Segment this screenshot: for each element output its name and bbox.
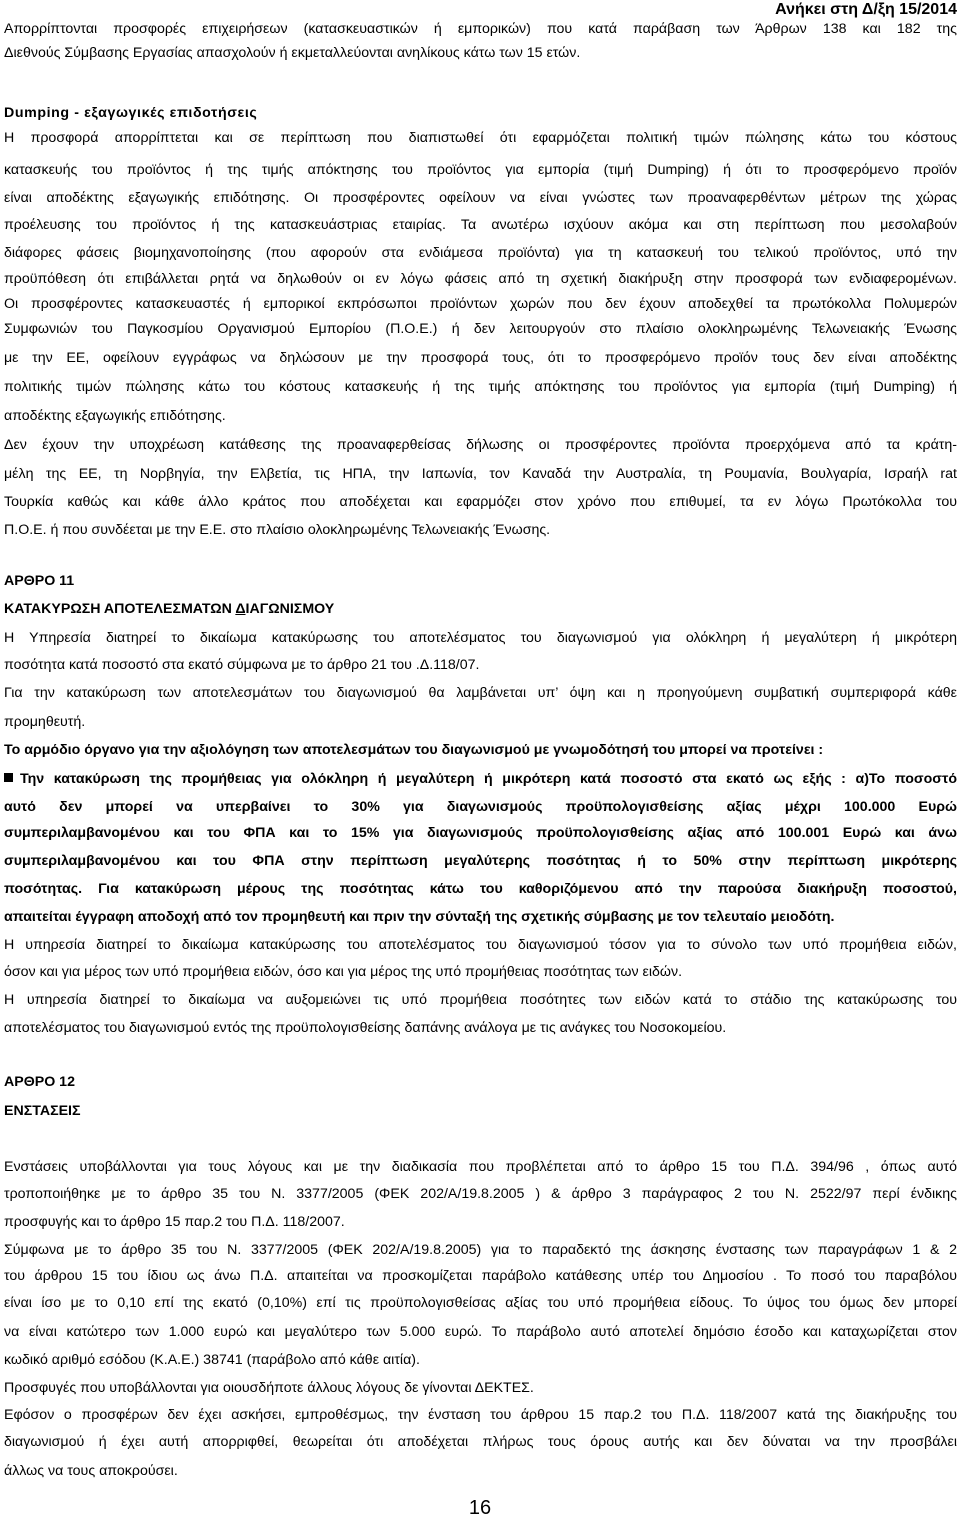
dumping-title: Dumping - εξαγωγικές επιδοτήσεις xyxy=(4,105,258,121)
article-11-line: αποτελέσματος του διαγωνισμού εντός της προϋπολογισθείσης δαπάνης ανάλογα με τις ανάγκες του Νοσοκομείου. xyxy=(4,1020,727,1036)
article-12-title: ΕΝΣΤΑΣΕΙΣ xyxy=(4,1103,81,1119)
dumping-line: Τουρκία καθώς και κάθε άλλο κράτος που αποδέχεται και εφαρμόζει στον χρόνο που επιθυμεί, τα εν λόγω Πρωτόκολλα του xyxy=(4,494,957,510)
article-11-bullet-line: Την κατακύρωση της προμήθειας για ολόκληρη ή μεγαλύτερη ή μικρότερη κατά ποσοστό στα εκατό ως εξής : α)Το ποσοστό xyxy=(4,771,957,788)
article-12-line: κωδικό αριθμό εσόδου (Κ.Α.Ε.) 38741 (παράβολο από κάθε αιτία). xyxy=(4,1352,420,1368)
dumping-line: διάφορες φάσεις βιομηχανοποίησης (που αφορούν στα ενδιάμεσα προϊόντα) για τη κατασκευή του τελικού προϊόντος, υπό την xyxy=(4,245,957,261)
article-11-line: Η υπηρεσία διατηρεί το δικαίωμα να αυξομειώνει τις υπό προμήθεια ποσότητες των ειδών κατά το στάδιο της κατακύρωσης του xyxy=(4,992,957,1008)
article-12-line: είναι ίσο με το 0,10 επί της εκατό (0,10%) επί τις προϋπολογισθείσας αξίας του υπό προμήθεια είδους. Το ύψος του όμως δεν μπορεί xyxy=(4,1295,957,1311)
article-11-line: Η υπηρεσία διατηρεί το δικαίωμα κατακύρωσης του αποτελέσματος του διαγωνισμού τόσον για το σύνολο των υπό προμήθεια ειδών, xyxy=(4,937,957,953)
dumping-line: προϋπόθεση ότι επιβάλλεται ρητά να δηλωθούν οι εν λόγω φάσεις από τη σχετική διακήρυξη στην προσφορά των ενδιαφερομένων. xyxy=(4,271,957,287)
article-11-line: συμπεριλαμβανομένου και του ΦΠΑ και το 15% για διαγωνισμούς προϋπολογισθείσης αξίας από 100.001 Ευρώ και άνω xyxy=(4,825,957,841)
article-11-line: απαιτείται έγγραφη αποδοχή από τον προμηθευτή και πριν την σύνταξή της σχετικής σύμβασης με τον τελευταίο μειοδότη. xyxy=(4,909,835,925)
article-12-line: Προσφυγές που υποβάλλονται για οιουσδήποτε άλλους λόγους δε γίνονται ΔΕΚΤΕΣ. xyxy=(4,1380,534,1396)
dumping-line: Η προσφορά απορρίπτεται και σε περίπτωση που διαπιστωθεί ότι εφαρμόζεται πολιτική τιμών πώλησης κάτω του κόστους xyxy=(4,130,957,146)
article-11-line: Το αρμόδιο όργανο για την αξιολόγηση των αποτελεσμάτων του διαγωνισμού με γνωμοδότησή του μπορεί να προτείνει : xyxy=(4,742,824,758)
document-header: Ανήκει στη Δ/ξη 15/2014 xyxy=(775,1,957,18)
article-12-line: Εφόσον ο προσφέρων δεν έχει ασκήσει, εμπροθέσμως, την ένσταση του άρθρου 15 παρ.2 του Π.Δ. 118/2007 κατά της διακήρυξης του xyxy=(4,1407,957,1423)
intro-line: Απορρίπτονται προσφορές επιχειρήσεων (κατασκευαστικών ή εμπορικών) που κατά παράβαση των Άρθρων 138 και 182 της xyxy=(4,21,957,37)
intro-line: Διεθνούς Σύμβασης Εργασίας απασχολούν ή εκμεταλλεύονται ανηλίκους κάτω των 15 ετών. xyxy=(4,45,581,61)
dumping-line: Π.Ο.Ε. ή που συνδέεται με την Ε.Ε. στο πλαίσιο ολοκληρωμένης Τελωνειακής Ένωσης. xyxy=(4,522,551,538)
article-12-line: προσφυγής και το άρθρο 15 παρ.2 του Π.Δ. 118/2007. xyxy=(4,1214,345,1230)
dumping-line: με την ΕΕ, οφείλουν εγγράφως να δηλώσουν με την προσφορά τους, ότι το προσφερόμενο προϊόν τους δεν είναι αποδέκτης xyxy=(4,350,957,366)
article-11-line: συμπεριλαμβανομένου και του ΦΠΑ στην περίπτωση μεγαλύτερης ποσότητας ή το 50% στην περίπτωση μικρότερης xyxy=(4,853,957,869)
article-12-line: να είναι κατώτερο των 1.000 ευρώ και μεγαλύτερο των 5.000 ευρώ. Το παράβολο αυτό αποτελεί δημόσιο έσοδο και καταχωρίζεται στον xyxy=(4,1324,957,1340)
dumping-line: μέλη της ΕΕ, τη Νορβηγία, την Ελβετία, τις ΗΠΑ, την Ιαπωνία, τον Καναδά την Αυστραλία, τη Ρουμανία, Βουλγαρία, Ισραήλ rat xyxy=(4,466,957,482)
dumping-line: Οι προσφέροντες κατασκευαστές ή εμπορικοί εκπρόσωποι προϊόντων χωρών που δεν έχουν αποδεχθεί τα πρωτόκολλα Πολυμερών xyxy=(4,296,957,312)
article-12-line: Σύμφωνα με το άρθρο 35 του Ν. 3377/2005 (ΦΕΚ 202/Α/19.8.2005) για το παραδεκτό της άσκησης ένστασης των παραγράφων 1 & 2 xyxy=(4,1242,957,1258)
article-11-line: όσον και για μέρος των υπό προμήθεια ειδών, όσο και για μέρος της υπό προμήθειας ποσότητας των ειδών. xyxy=(4,964,683,980)
article-12-heading: ΑΡΘΡΟ 12 xyxy=(4,1074,75,1090)
article-12-line: Ενστάσεις υποβάλλονται για τους λόγους και με την διαδικασία που προβλέπεται από το άρθρο 15 του Π.Δ. 394/96 , όπως αυτό xyxy=(4,1159,957,1175)
article-11-line: προμηθευτή. xyxy=(4,714,86,730)
dumping-line: είναι αποδέκτης εξαγωγικής επιδότησης. Οι προσφέροντες οφείλουν να είναι γνώστες των προαναφερθέντων μέτρων της χώρας xyxy=(4,190,957,206)
dumping-line: κατασκευής του προϊόντος ή της τιμής απόκτησης του προϊόντος για εμπορία (τιμή Dumping) ή ότι το προσφερόμενο προϊόν xyxy=(4,162,957,178)
dumping-line: Συμφωνιών του Παγκοσμίου Οργανισμού Εμπορίου (Π.Ο.Ε.) ή δεν λειτουργούν στο πλαίσιο ολοκληρωμένης Τελωνειακής Ένωσης xyxy=(4,321,957,337)
article-11-title: ΚΑΤΑΚΥΡΩΣΗ ΑΠΟΤΕΛΕΣΜΑΤΩΝ ΔΙΑΓΩΝΙΣΜΟΥ xyxy=(4,601,335,617)
article-12-line: διαγωνισμού ή έχει αυτή απορριφθεί, θεωρείται ότι αποδέχεται πλήρως τους όρους αυτής και δεν δύναται να την προσβάλει xyxy=(4,1434,957,1450)
dumping-line: Δεν έχουν την υποχρέωση κατάθεσης της προαναφερθείσας δήλωσης οι προσφέροντες προϊόντα προερχόμενα από τα κράτη- xyxy=(4,437,957,453)
article-11-line: αυτό δεν μπορεί να υπερβαίνει το 30% για διαγωνισμούς προϋπολογισθείσης αξίας μέχρι 100.000 Ευρώ xyxy=(4,799,957,815)
article-11-line: Η Υπηρεσία διατηρεί το δικαίωμα κατακύρωσης του αποτελέσματος του διαγωνισμού για ολόκληρη ή μεγαλύτερη ή μικρότερη xyxy=(4,630,957,646)
page-number: 16 xyxy=(468,1497,492,1519)
article-11-heading: ΑΡΘΡΟ 11 xyxy=(4,573,75,589)
dumping-line: αποδέκτης εξαγωγικής επιδότησης. xyxy=(4,408,226,424)
article-11-line: ποσότητα κατά ποσοστό στα εκατό σύμφωνα με το άρθρο 21 του .Δ.118/07. xyxy=(4,657,480,673)
dumping-line: προέλευσης του προϊόντος ή της κατασκευάστριας εταιρίας. Τα ανωτέρω ισχύουν ακόμα και στη περίπτωση που μεσολαβούν xyxy=(4,217,957,233)
article-12-line: τροποποιήθηκε με το άρθρο 35 του Ν. 3377/2005 (ΦΕΚ 202/Α/19.8.2005 ) & άρθρο 3 παράγραφος 2 του Ν. 2522/97 περί ένδικης xyxy=(4,1186,957,1202)
dumping-line: πολιτικής τιμών πώλησης κάτω του κόστους κατασκευής ή της τιμής απόκτησης του προϊόντος για εμπορία (τιμή Dumping) ή xyxy=(4,379,957,395)
article-11-line: ποσότητας. Για κατακύρωση μέρους της ποσότητας κάτω του καθοριζόμενου από την παρούσα διακήρυξη ποσοστού, xyxy=(4,881,957,897)
bullet-square-icon xyxy=(4,773,13,782)
article-12-line: του άρθρου 15 του ίδιου ως άνω Π.Δ. απαιτείται να προσκομίζεται παράβολο κατάθεσης υπέρ του Δημοσίου . Το ποσό του παραβόλου xyxy=(4,1268,957,1284)
article-11-line: Για την κατακύρωση των αποτελεσμάτων του διαγωνισμού θα λαμβάνεται υπ’ όψη και η προηγούμενη συμβατική συμπεριφορά κάθε xyxy=(4,685,957,701)
article-12-line: άλλως να τους αποκρούσει. xyxy=(4,1463,178,1479)
